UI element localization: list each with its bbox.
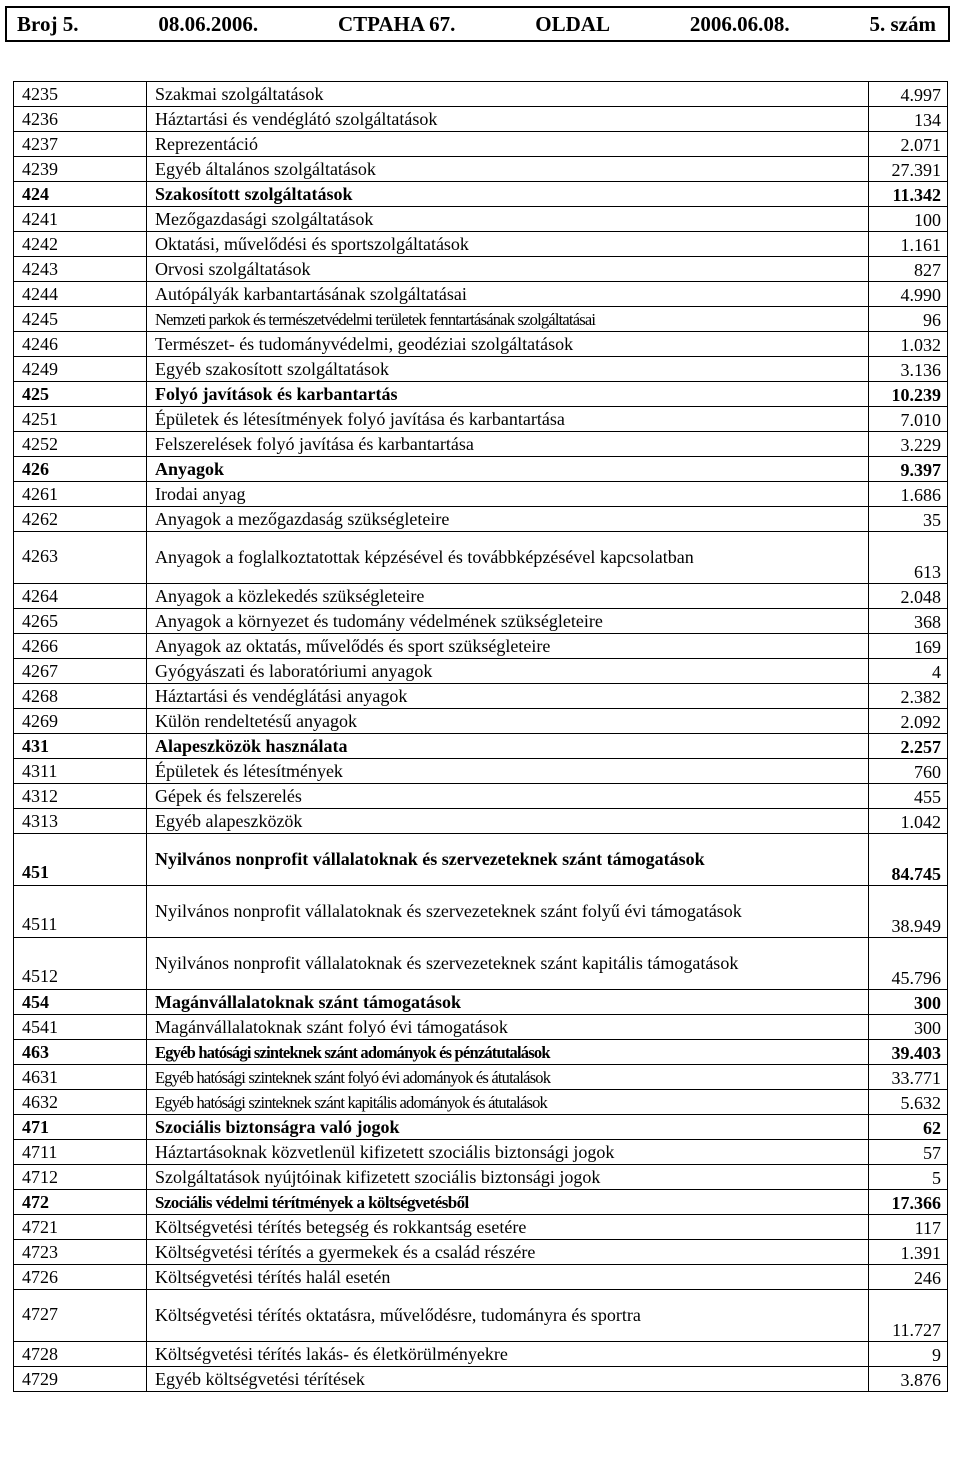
page-header bbox=[5, 6, 950, 42]
account-amount: 10.239 bbox=[869, 382, 948, 407]
account-amount: 3.229 bbox=[869, 432, 948, 457]
table-row bbox=[14, 1367, 948, 1392]
account-amount: 827 bbox=[869, 257, 948, 282]
account-name: Anyagok az oktatás, művelődés és sport szükségleteire bbox=[147, 634, 869, 659]
account-code: 471 bbox=[14, 1115, 147, 1140]
table-row bbox=[14, 382, 948, 407]
table-row bbox=[14, 157, 948, 182]
account-code: 4251 bbox=[14, 407, 147, 432]
table-row bbox=[14, 809, 948, 834]
account-amount: 2.092 bbox=[869, 709, 948, 734]
table-row bbox=[14, 507, 948, 532]
account-name: Egyéb általános szolgáltatások bbox=[147, 157, 869, 182]
account-code: 4631 bbox=[14, 1065, 147, 1090]
table-row bbox=[14, 634, 948, 659]
account-name: Szociális biztonságra való jogok bbox=[147, 1115, 869, 1140]
account-amount: 1.161 bbox=[869, 232, 948, 257]
account-code: 4721 bbox=[14, 1215, 147, 1240]
account-name: Szociális védelmi térítmények a költségvetésből bbox=[147, 1190, 869, 1215]
account-name: Egyéb alapeszközök bbox=[147, 809, 869, 834]
account-code: 4511 bbox=[14, 886, 147, 938]
account-code: 4726 bbox=[14, 1265, 147, 1290]
account-name: Háztartási és vendéglátási anyagok bbox=[147, 684, 869, 709]
account-amount: 134 bbox=[869, 107, 948, 132]
table-row bbox=[14, 1240, 948, 1265]
table-row bbox=[14, 834, 948, 886]
account-name: Alapeszközök használata bbox=[147, 734, 869, 759]
account-name: Anyagok a környezet és tudomány védelmének szükségleteire bbox=[147, 609, 869, 634]
account-amount: 5.632 bbox=[869, 1090, 948, 1115]
account-code: 4243 bbox=[14, 257, 147, 282]
account-code: 424 bbox=[14, 182, 147, 207]
budget-table-body bbox=[14, 82, 948, 1392]
account-name: Költségvetési térítés oktatásra, művelődésre, tudományra és sportra bbox=[147, 1290, 869, 1342]
table-row bbox=[14, 182, 948, 207]
account-name: Gyógyászati és laboratóriumi anyagok bbox=[147, 659, 869, 684]
account-code: 4512 bbox=[14, 938, 147, 990]
account-amount: 27.391 bbox=[869, 157, 948, 182]
account-code: 4269 bbox=[14, 709, 147, 734]
account-code: 4313 bbox=[14, 809, 147, 834]
account-code: 4235 bbox=[14, 82, 147, 107]
account-amount: 45.796 bbox=[869, 938, 948, 990]
account-code: 4711 bbox=[14, 1140, 147, 1165]
page-number-left: CTPAHA 67. bbox=[337, 11, 456, 36]
table-row bbox=[14, 584, 948, 609]
account-name: Anyagok a mezőgazdaság szükségleteire bbox=[147, 507, 869, 532]
account-amount: 1.032 bbox=[869, 332, 948, 357]
account-code: 4265 bbox=[14, 609, 147, 634]
account-name: Költségvetési térítés halál esetén bbox=[147, 1265, 869, 1290]
account-code: 4252 bbox=[14, 432, 147, 457]
account-code: 4241 bbox=[14, 207, 147, 232]
account-code: 4249 bbox=[14, 357, 147, 382]
issue-label: Broj 5. bbox=[17, 11, 79, 36]
account-name: Szakmai szolgáltatások bbox=[147, 82, 869, 107]
account-name: Egyéb hatósági szinteknek szánt adományok és pénzátutalások bbox=[147, 1040, 869, 1065]
account-code: 4262 bbox=[14, 507, 147, 532]
table-row bbox=[14, 759, 948, 784]
account-name: Költségvetési térítés betegség és rokkantság esetére bbox=[147, 1215, 869, 1240]
account-name: Anyagok a közlekedés szükségleteire bbox=[147, 584, 869, 609]
account-amount: 2.048 bbox=[869, 584, 948, 609]
account-name: Nyilvános nonprofit vállalatoknak és szervezeteknek szánt folyű évi támogatások bbox=[147, 886, 869, 938]
account-amount: 7.010 bbox=[869, 407, 948, 432]
account-amount: 17.366 bbox=[869, 1190, 948, 1215]
account-code: 4728 bbox=[14, 1342, 147, 1367]
account-name: Folyó javítások és karbantartás bbox=[147, 382, 869, 407]
table-row bbox=[14, 990, 948, 1015]
table-row bbox=[14, 784, 948, 809]
account-name: Épületek és létesítmények folyó javítása és karbantartása bbox=[147, 407, 869, 432]
table-row bbox=[14, 82, 948, 107]
account-name: Mezőgazdasági szolgáltatások bbox=[147, 207, 869, 232]
issue-number: 5. szám bbox=[869, 11, 936, 36]
account-amount: 246 bbox=[869, 1265, 948, 1290]
account-amount: 117 bbox=[869, 1215, 948, 1240]
account-name: Orvosi szolgáltatások bbox=[147, 257, 869, 282]
account-code: 4312 bbox=[14, 784, 147, 809]
account-code: 4246 bbox=[14, 332, 147, 357]
table-row bbox=[14, 107, 948, 132]
account-amount: 760 bbox=[869, 759, 948, 784]
account-code: 4245 bbox=[14, 307, 147, 332]
account-name: Autópályák karbantartásának szolgáltatásai bbox=[147, 282, 869, 307]
account-amount: 613 bbox=[869, 532, 948, 584]
account-code: 472 bbox=[14, 1190, 147, 1215]
account-amount: 11.727 bbox=[869, 1290, 948, 1342]
account-name: Költségvetési térítés a gyermekek és a család részére bbox=[147, 1240, 869, 1265]
table-row bbox=[14, 207, 948, 232]
account-amount: 39.403 bbox=[869, 1040, 948, 1065]
table-row bbox=[14, 1090, 948, 1115]
account-amount: 33.771 bbox=[869, 1065, 948, 1090]
table-row bbox=[14, 332, 948, 357]
account-amount: 4.990 bbox=[869, 282, 948, 307]
account-name: Irodai anyag bbox=[147, 482, 869, 507]
account-code: 4236 bbox=[14, 107, 147, 132]
table-row bbox=[14, 357, 948, 382]
account-name: Nyilvános nonprofit vállalatoknak és szervezeteknek szánt kapitális támogatások bbox=[147, 938, 869, 990]
account-name: Szakosított szolgáltatások bbox=[147, 182, 869, 207]
account-name: Háztartási és vendéglátó szolgáltatások bbox=[147, 107, 869, 132]
account-amount: 300 bbox=[869, 990, 948, 1015]
account-code: 4261 bbox=[14, 482, 147, 507]
account-code: 4311 bbox=[14, 759, 147, 784]
account-amount: 4 bbox=[869, 659, 948, 684]
account-name: Külön rendeltetésű anyagok bbox=[147, 709, 869, 734]
date-right: 2006.06.08. bbox=[689, 11, 790, 36]
account-code: 4632 bbox=[14, 1090, 147, 1115]
table-row bbox=[14, 1190, 948, 1215]
table-row bbox=[14, 938, 948, 990]
table-row bbox=[14, 482, 948, 507]
account-amount: 57 bbox=[869, 1140, 948, 1165]
account-code: 4263 bbox=[14, 532, 147, 584]
account-amount: 2.257 bbox=[869, 734, 948, 759]
account-code: 4268 bbox=[14, 684, 147, 709]
table-row bbox=[14, 432, 948, 457]
account-name: Reprezentáció bbox=[147, 132, 869, 157]
account-amount: 11.342 bbox=[869, 182, 948, 207]
account-amount: 100 bbox=[869, 207, 948, 232]
table-row bbox=[14, 1165, 948, 1190]
table-row bbox=[14, 257, 948, 282]
table-row bbox=[14, 1265, 948, 1290]
table-row bbox=[14, 1342, 948, 1367]
account-name: Gépek és felszerelés bbox=[147, 784, 869, 809]
account-code: 4264 bbox=[14, 584, 147, 609]
table-row bbox=[14, 307, 948, 332]
account-name: Háztartásoknak közvetlenül kifizetett szociális biztonsági jogok bbox=[147, 1140, 869, 1165]
account-amount: 455 bbox=[869, 784, 948, 809]
account-name: Nyilvános nonprofit vállalatoknak és szervezeteknek szánt támogatások bbox=[147, 834, 869, 886]
account-name: Anyagok a foglalkoztatottak képzésével és továbbképzésével kapcsolatban bbox=[147, 532, 869, 584]
account-name: Magánvállalatoknak szánt támogatások bbox=[147, 990, 869, 1015]
table-row bbox=[14, 282, 948, 307]
account-name: Magánvállalatoknak szánt folyó évi támogatások bbox=[147, 1015, 869, 1040]
account-code: 425 bbox=[14, 382, 147, 407]
table-row bbox=[14, 659, 948, 684]
table-row bbox=[14, 232, 948, 257]
table-row bbox=[14, 1215, 948, 1240]
account-amount: 4.997 bbox=[869, 82, 948, 107]
account-amount: 5 bbox=[869, 1165, 948, 1190]
account-amount: 9.397 bbox=[869, 457, 948, 482]
account-amount: 1.391 bbox=[869, 1240, 948, 1265]
account-amount: 35 bbox=[869, 507, 948, 532]
account-name: Költségvetési térítés lakás- és életkörülményekre bbox=[147, 1342, 869, 1367]
account-amount: 38.949 bbox=[869, 886, 948, 938]
account-code: 431 bbox=[14, 734, 147, 759]
account-code: 4727 bbox=[14, 1290, 147, 1342]
table-row bbox=[14, 457, 948, 482]
table-row bbox=[14, 734, 948, 759]
table-row bbox=[14, 407, 948, 432]
account-code: 4712 bbox=[14, 1165, 147, 1190]
account-amount: 2.071 bbox=[869, 132, 948, 157]
table-row bbox=[14, 609, 948, 634]
account-amount: 2.382 bbox=[869, 684, 948, 709]
account-amount: 1.686 bbox=[869, 482, 948, 507]
account-code: 426 bbox=[14, 457, 147, 482]
account-amount: 62 bbox=[869, 1115, 948, 1140]
account-code: 451 bbox=[14, 834, 147, 886]
account-amount: 3.876 bbox=[869, 1367, 948, 1392]
table-row bbox=[14, 532, 948, 584]
account-amount: 3.136 bbox=[869, 357, 948, 382]
account-code: 4541 bbox=[14, 1015, 147, 1040]
account-name: Egyéb hatósági szinteknek szánt folyó évi adományok és átutalások bbox=[147, 1065, 869, 1090]
account-code: 463 bbox=[14, 1040, 147, 1065]
account-name: Felszerelések folyó javítása és karbantartása bbox=[147, 432, 869, 457]
table-row bbox=[14, 1140, 948, 1165]
account-name: Egyéb költségvetési térítések bbox=[147, 1367, 869, 1392]
account-code: 4267 bbox=[14, 659, 147, 684]
table-row bbox=[14, 1015, 948, 1040]
budget-table bbox=[13, 81, 948, 1392]
account-amount: 84.745 bbox=[869, 834, 948, 886]
date-left: 08.06.2006. bbox=[158, 11, 259, 36]
account-code: 4244 bbox=[14, 282, 147, 307]
account-name: Természet- és tudományvédelmi, geodéziai szolgáltatások bbox=[147, 332, 869, 357]
account-name: Egyéb szakosított szolgáltatások bbox=[147, 357, 869, 382]
account-amount: 300 bbox=[869, 1015, 948, 1040]
account-code: 4729 bbox=[14, 1367, 147, 1392]
account-name: Egyéb hatósági szinteknek szánt kapitális adományok és átutalások bbox=[147, 1090, 869, 1115]
account-code: 4237 bbox=[14, 132, 147, 157]
account-name: Nemzeti parkok és természetvédelmi területek fenntartásának szolgáltatásai bbox=[147, 307, 869, 332]
account-amount: 96 bbox=[869, 307, 948, 332]
table-row bbox=[14, 709, 948, 734]
table-row bbox=[14, 1065, 948, 1090]
table-row bbox=[14, 1290, 948, 1342]
account-amount: 169 bbox=[869, 634, 948, 659]
account-amount: 368 bbox=[869, 609, 948, 634]
account-amount: 1.042 bbox=[869, 809, 948, 834]
table-row bbox=[14, 886, 948, 938]
page-number-right: OLDAL bbox=[535, 11, 610, 36]
account-name: Épületek és létesítmények bbox=[147, 759, 869, 784]
table-row bbox=[14, 684, 948, 709]
table-row bbox=[14, 1115, 948, 1140]
table-row bbox=[14, 132, 948, 157]
account-code: 4723 bbox=[14, 1240, 147, 1265]
account-name: Oktatási, művelődési és sportszolgáltatások bbox=[147, 232, 869, 257]
account-code: 4239 bbox=[14, 157, 147, 182]
account-code: 4266 bbox=[14, 634, 147, 659]
account-name: Szolgáltatások nyújtóinak kifizetett szociális biztonsági jogok bbox=[147, 1165, 869, 1190]
account-name: Anyagok bbox=[147, 457, 869, 482]
account-code: 454 bbox=[14, 990, 147, 1015]
account-amount: 9 bbox=[869, 1342, 948, 1367]
account-code: 4242 bbox=[14, 232, 147, 257]
table-row bbox=[14, 1040, 948, 1065]
